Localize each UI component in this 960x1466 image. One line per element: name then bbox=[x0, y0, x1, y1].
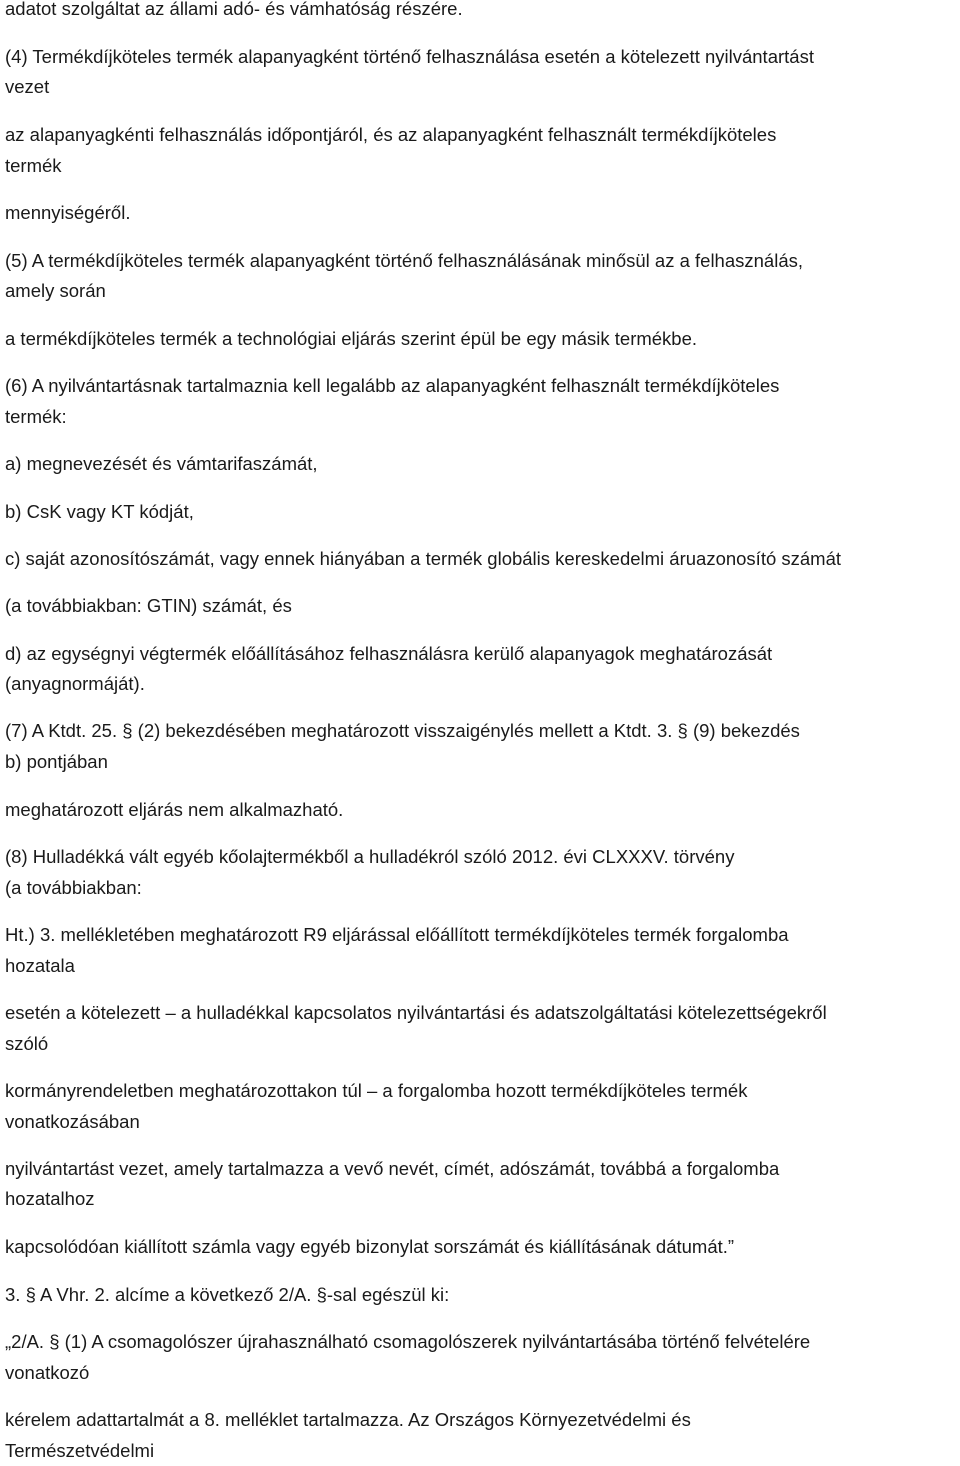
text-line: termék bbox=[5, 155, 62, 176]
text-line: szóló bbox=[5, 1033, 49, 1054]
text-line: d) az egységnyi végtermék előállításához felhasználásra kerülő alapanyagok meghatározását bbox=[5, 643, 773, 664]
text-line: kapcsolódóan kiállított számla vagy egyéb bizonylat sorszámát és kiállításának dátumát.” bbox=[5, 1236, 735, 1257]
text-line: (6) A nyilvántartásnak tartalmaznia kell legalább az alapanyagként felhasznált termékdíjköteles bbox=[5, 375, 780, 396]
text-line: hozatalhoz bbox=[5, 1188, 95, 1209]
text-line: kérelem adattartalmát a 8. melléklet tartalmazza. Az Országos Környezetvédelmi és bbox=[5, 1409, 691, 1430]
text-line: Ht.) 3. mellékletében meghatározott R9 eljárással előállított termékdíjköteles termék forgalomba bbox=[5, 924, 789, 945]
text-line: meghatározott eljárás nem alkalmazható. bbox=[5, 799, 344, 820]
text-line: mennyiségéről. bbox=[5, 202, 131, 223]
text-line: (7) A Ktdt. 25. § (2) bekezdésében meghatározott visszaigénylés mellett a Ktdt. 3. § (9) bekezdés bbox=[5, 720, 800, 741]
text-line: vezet bbox=[5, 76, 50, 97]
text-line: „2/A. § (1) A csomagolószer újrahasználható csomagolószerek nyilvántartásába történő felvételére bbox=[5, 1331, 811, 1352]
text-line: adatot szolgáltat az állami adó- és vámhatóság részére. bbox=[5, 0, 463, 19]
text-line: b) pontjában bbox=[5, 751, 108, 772]
text-line: b) CsK vagy KT kódját, bbox=[5, 501, 194, 522]
text-line: c) saját azonosítószámát, vagy ennek hiányában a termék globális kereskedelmi áruazonosító számát bbox=[5, 548, 842, 569]
text-line: 3. § A Vhr. 2. alcíme a következő 2/A. §-sal egészül ki: bbox=[5, 1284, 450, 1305]
text-line: (a továbbiakban: bbox=[5, 877, 142, 898]
text-line: (4) Termékdíjköteles termék alapanyagként történő felhasználása esetén a kötelezett nyilvántartást bbox=[5, 46, 814, 67]
text-line: a termékdíjköteles termék a technológiai eljárás szerint épül be egy másik termékbe. bbox=[5, 328, 698, 349]
text-line: hozatala bbox=[5, 955, 75, 976]
text-line: (8) Hulladékká vált egyéb kőolajtermékből a hulladékról szóló 2012. évi CLXXXV. törvény bbox=[5, 846, 735, 867]
text-line: amely során bbox=[5, 280, 106, 301]
text-line: a) megnevezését és vámtarifaszámát, bbox=[5, 453, 318, 474]
text-line: esetén a kötelezett – a hulladékkal kapcsolatos nyilvántartási és adatszolgáltatási kötelezettségekről bbox=[5, 1002, 827, 1023]
text-line: nyilvántartást vezet, amely tartalmazza a vevő nevét, címét, adószámát, továbbá a forgalomba bbox=[5, 1158, 780, 1179]
text-line: az alapanyagkénti felhasználás időpontjáról, és az alapanyagként felhasznált termékdíjköteles bbox=[5, 124, 777, 145]
text-line: (5) A termékdíjköteles termék alapanyagként történő felhasználásának minősül az a felhasználás, bbox=[5, 250, 804, 271]
text-line: (anyagnormáját). bbox=[5, 673, 145, 694]
text-line: (a továbbiakban: GTIN) számát, és bbox=[5, 595, 292, 616]
text-line: Természetvédelmi bbox=[5, 1440, 155, 1461]
text-line: vonatkozó bbox=[5, 1362, 90, 1383]
text-line: kormányrendeletben meghatározottakon túl – a forgalomba hozott termékdíjköteles termék bbox=[5, 1080, 748, 1101]
text-line: termék: bbox=[5, 406, 67, 427]
text-line: vonatkozásában bbox=[5, 1111, 140, 1132]
